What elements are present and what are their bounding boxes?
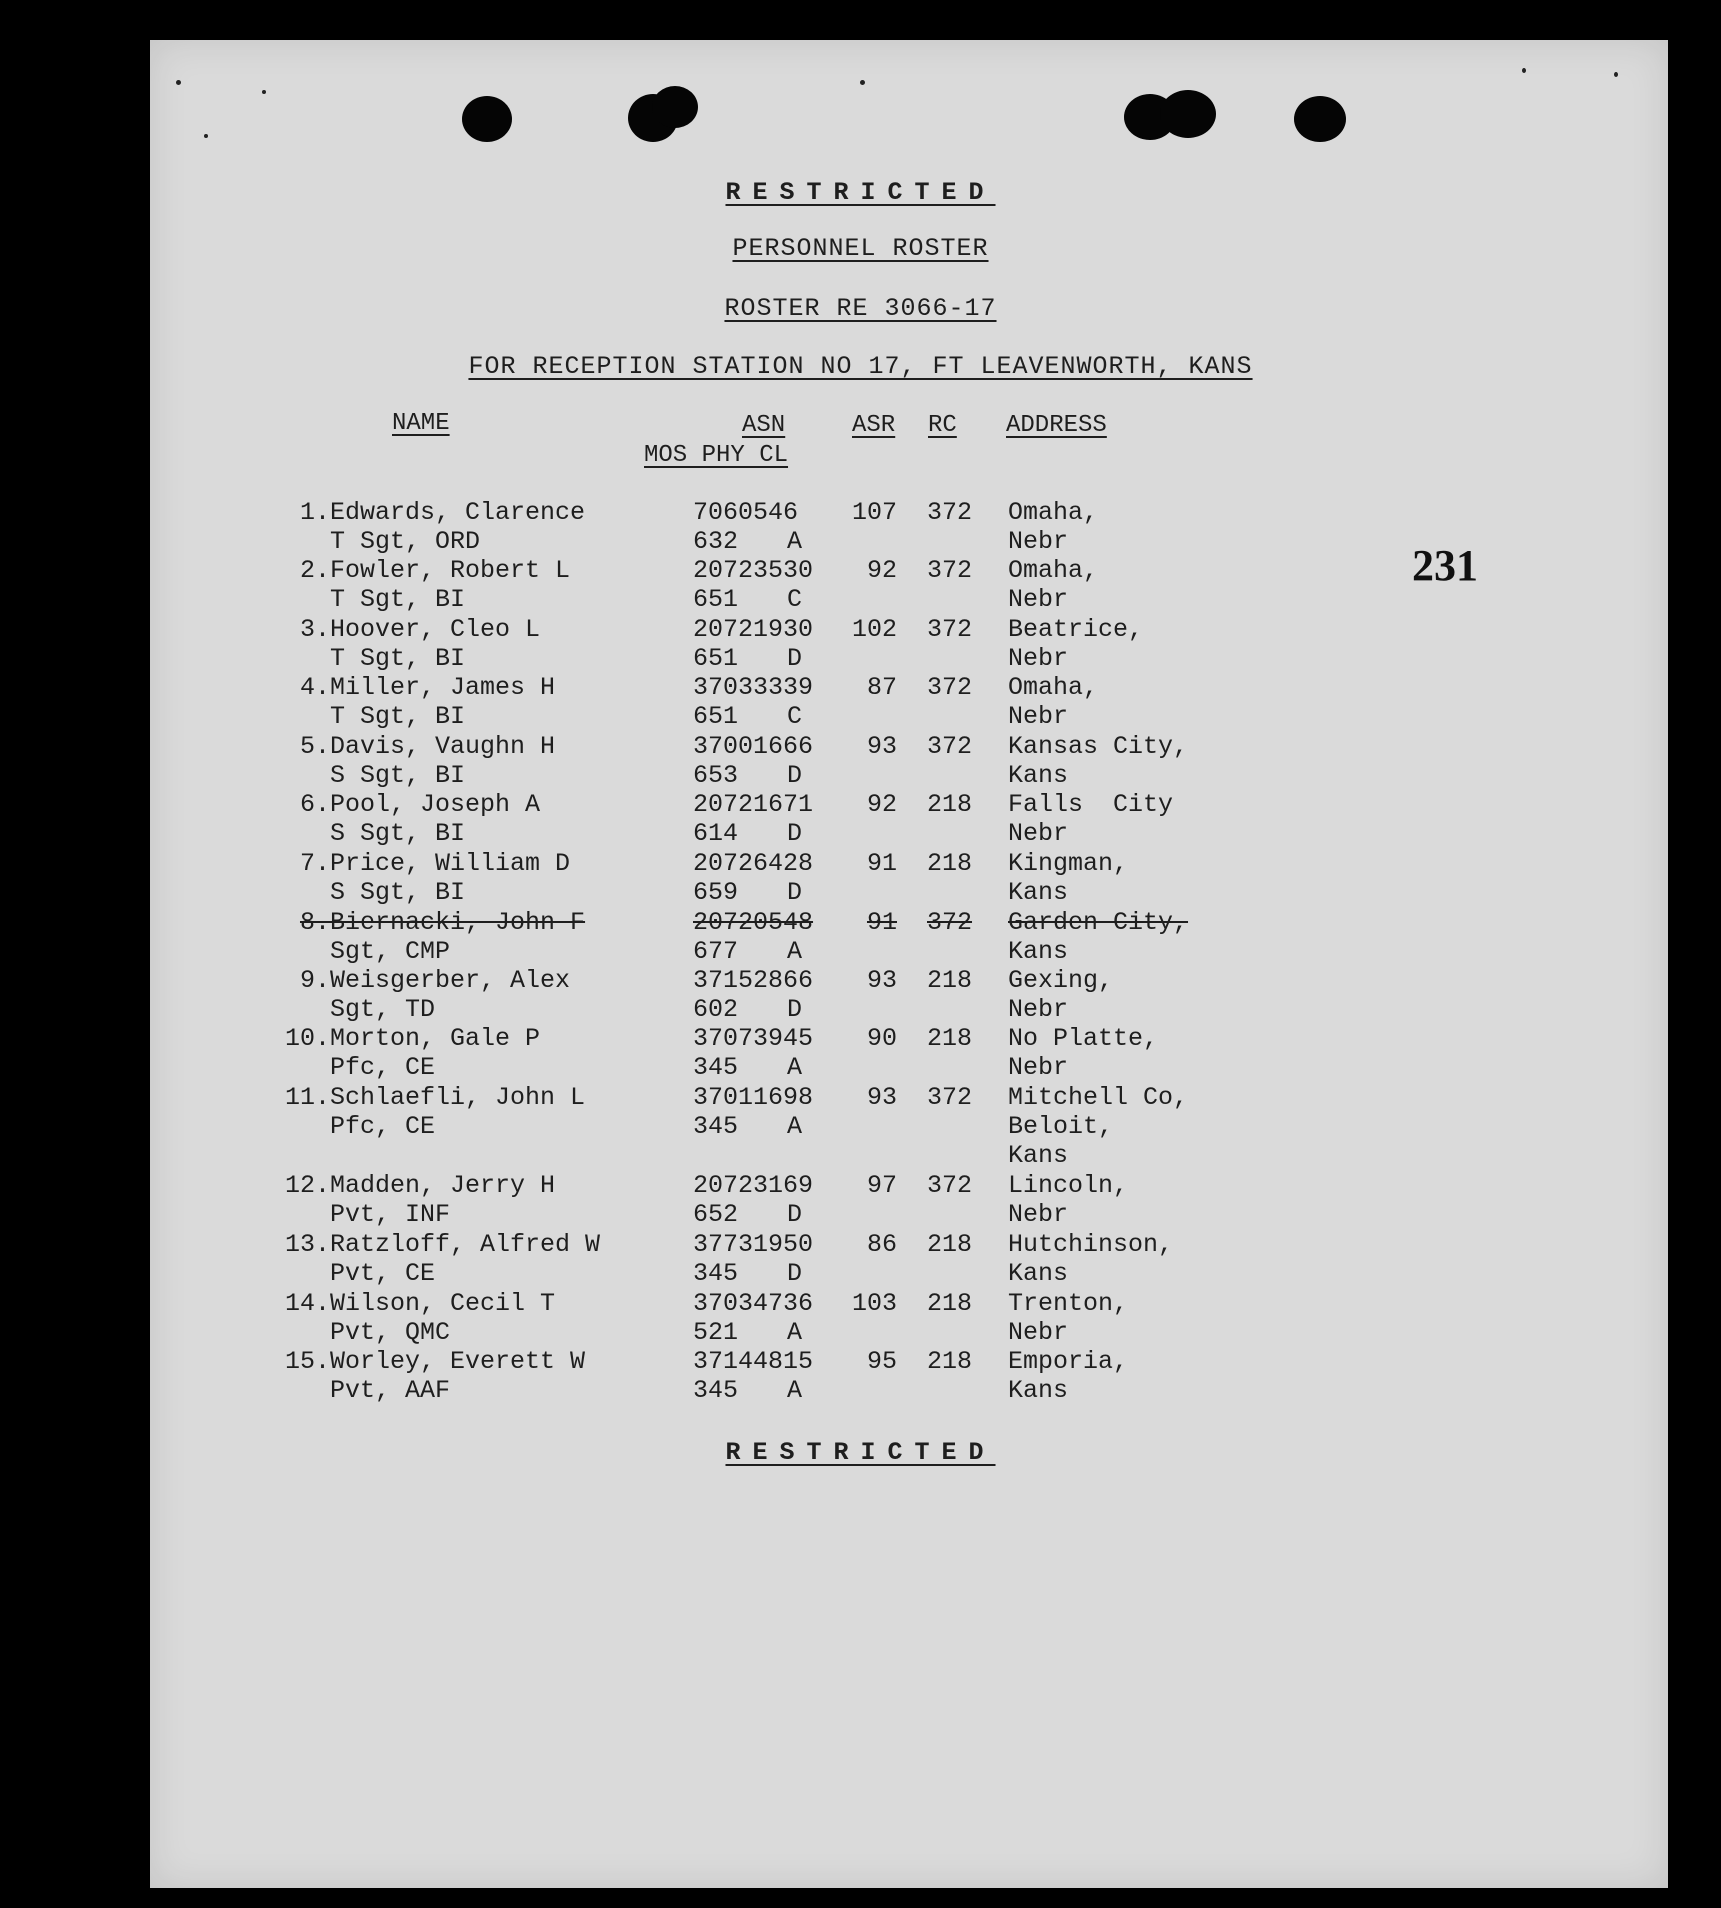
entry-number: 4. bbox=[299, 673, 330, 702]
entry-address-line1: Hutchinson, bbox=[1008, 1230, 1174, 1259]
entry-asn: 37033339 bbox=[693, 673, 814, 702]
entry-address-line2: Kans bbox=[1008, 878, 1069, 907]
entry-number: 13. bbox=[284, 1230, 330, 1259]
entry-number: 12. bbox=[284, 1171, 330, 1200]
entry-rc: 372 bbox=[927, 908, 973, 937]
entry-phy-class: D bbox=[787, 1200, 803, 1229]
entry-rank-branch: Pvt, QMC bbox=[330, 1318, 451, 1347]
entry-phy-class: D bbox=[787, 1259, 803, 1288]
entry-name: Worley, Everett W bbox=[330, 1347, 586, 1376]
entry-asr: 107 bbox=[851, 498, 897, 527]
entry-address-line1: Omaha, bbox=[1008, 673, 1099, 702]
column-header-name: NAME bbox=[392, 410, 450, 437]
entry-asr: 93 bbox=[866, 966, 897, 995]
column-header-asr: ASR bbox=[852, 412, 896, 439]
entry-rank-branch: Sgt, CMP bbox=[330, 937, 451, 966]
entry-mos: 632 bbox=[693, 527, 739, 556]
ink-speck bbox=[860, 80, 865, 85]
entry-asn: 37001666 bbox=[693, 732, 814, 761]
entry-address-line2: Nebr bbox=[1008, 995, 1069, 1024]
entry-asr: 97 bbox=[866, 1171, 897, 1200]
entry-asn: 20726428 bbox=[693, 849, 814, 878]
ink-speck bbox=[1614, 72, 1618, 77]
entry-rc: 218 bbox=[927, 1347, 973, 1376]
ink-speck bbox=[1522, 68, 1526, 73]
entry-rank-branch: Pfc, CE bbox=[330, 1112, 436, 1141]
entry-rc: 218 bbox=[927, 1230, 973, 1259]
entry-address-line1: Gexing, bbox=[1008, 966, 1114, 995]
entry-rc: 372 bbox=[927, 732, 973, 761]
entry-address-line1: No Platte, bbox=[1008, 1024, 1159, 1053]
entry-address-line2: Kans bbox=[1008, 1376, 1069, 1405]
entry-asr: 95 bbox=[866, 1347, 897, 1376]
entry-asn: 20721930 bbox=[693, 615, 814, 644]
entry-phy-class: D bbox=[787, 995, 803, 1024]
entry-name: Wilson, Cecil T bbox=[330, 1289, 556, 1318]
entry-asn: 37034736 bbox=[693, 1289, 814, 1318]
entry-asn: 37152866 bbox=[693, 966, 814, 995]
entry-rc: 218 bbox=[927, 1024, 973, 1053]
punch-hole bbox=[1160, 90, 1216, 138]
entry-rc: 218 bbox=[927, 966, 973, 995]
column-header-address: ADDRESS bbox=[1006, 412, 1107, 439]
entry-phy-class: A bbox=[787, 937, 803, 966]
entry-number: 15. bbox=[284, 1347, 330, 1376]
entry-name: Hoover, Cleo L bbox=[330, 615, 541, 644]
entry-rc: 218 bbox=[927, 790, 973, 819]
entry-mos: 652 bbox=[693, 1200, 739, 1229]
punch-hole bbox=[462, 96, 512, 142]
entry-number: 3. bbox=[299, 615, 330, 644]
entry-address-line2: Nebr bbox=[1008, 585, 1069, 614]
entry-number: 6. bbox=[299, 790, 330, 819]
entry-number: 9. bbox=[299, 966, 330, 995]
entry-phy-class: A bbox=[787, 1318, 803, 1347]
entry-mos: 651 bbox=[693, 644, 739, 673]
entry-mos: 602 bbox=[693, 995, 739, 1024]
entry-address-line2: Kans bbox=[1008, 1259, 1069, 1288]
entry-rc: 372 bbox=[927, 498, 973, 527]
column-header-mos-phy-cl: MOS PHY CL bbox=[644, 442, 789, 469]
entry-asn: 7060546 bbox=[693, 498, 799, 527]
entry-asr: 90 bbox=[866, 1024, 897, 1053]
entry-rank-branch: S Sgt, BI bbox=[330, 819, 466, 848]
ink-speck bbox=[262, 90, 266, 94]
entry-phy-class: C bbox=[787, 702, 803, 731]
entry-rc: 372 bbox=[927, 1171, 973, 1200]
entry-phy-class: C bbox=[787, 585, 803, 614]
entry-name: Fowler, Robert L bbox=[330, 556, 571, 585]
entry-address-line1: Trenton, bbox=[1008, 1289, 1129, 1318]
entry-number: 2. bbox=[299, 556, 330, 585]
entry-mos: 345 bbox=[693, 1112, 739, 1141]
ink-speck bbox=[176, 80, 181, 85]
entry-mos: 521 bbox=[693, 1318, 739, 1347]
entry-name: Price, William D bbox=[330, 849, 571, 878]
entry-asn: 37731950 bbox=[693, 1230, 814, 1259]
entry-rc: 372 bbox=[927, 615, 973, 644]
entry-mos: 653 bbox=[693, 761, 739, 790]
entry-name: Miller, James H bbox=[330, 673, 556, 702]
entry-phy-class: D bbox=[787, 761, 803, 790]
entry-name: Madden, Jerry H bbox=[330, 1171, 556, 1200]
entry-phy-class: D bbox=[787, 644, 803, 673]
entry-address-line1: Emporia, bbox=[1008, 1347, 1129, 1376]
entry-address-line2: Nebr bbox=[1008, 819, 1069, 848]
entry-phy-class: A bbox=[787, 527, 803, 556]
entry-rc: 218 bbox=[927, 849, 973, 878]
entry-asn: 20721671 bbox=[693, 790, 814, 819]
entry-rank-branch: Pfc, CE bbox=[330, 1053, 436, 1082]
entry-asn: 20723169 bbox=[693, 1171, 814, 1200]
entry-address-line1: Garden City, bbox=[1008, 908, 1189, 937]
entry-address-line2: Nebr bbox=[1008, 1200, 1069, 1229]
entry-number: 5. bbox=[299, 732, 330, 761]
entry-rank-branch: S Sgt, BI bbox=[330, 761, 466, 790]
entry-mos: 677 bbox=[693, 937, 739, 966]
entry-mos: 614 bbox=[693, 819, 739, 848]
page-number: 231 bbox=[1412, 541, 1478, 590]
entry-asn: 37144815 bbox=[693, 1347, 814, 1376]
entry-rc: 218 bbox=[927, 1289, 973, 1318]
entry-asr: 102 bbox=[851, 615, 897, 644]
column-header-rc: RC bbox=[928, 412, 957, 439]
entry-mos: 659 bbox=[693, 878, 739, 907]
entry-mos: 651 bbox=[693, 702, 739, 731]
entry-rc: 372 bbox=[927, 556, 973, 585]
ink-speck bbox=[204, 134, 208, 138]
entry-address-line2: Nebr bbox=[1008, 644, 1069, 673]
entry-address-line2: Kans bbox=[1008, 937, 1069, 966]
entry-number: 1. bbox=[299, 498, 330, 527]
entry-name: Biernacki, John F bbox=[330, 908, 586, 937]
entry-rank-branch: T Sgt, BI bbox=[330, 702, 466, 731]
entry-rank-branch: T Sgt, BI bbox=[330, 644, 466, 673]
entry-asr: 92 bbox=[866, 556, 897, 585]
entry-mos: 345 bbox=[693, 1259, 739, 1288]
entry-asr: 92 bbox=[866, 790, 897, 819]
entry-number: 11. bbox=[284, 1083, 330, 1112]
entry-name: Pool, Joseph A bbox=[330, 790, 541, 819]
classification-footer: RESTRICTED bbox=[725, 1438, 996, 1467]
entry-number: 14. bbox=[284, 1289, 330, 1318]
classification-header: RESTRICTED bbox=[725, 178, 996, 207]
entry-rank-branch: Pvt, AAF bbox=[330, 1376, 451, 1405]
entry-address-line2: Nebr bbox=[1008, 1053, 1069, 1082]
entry-phy-class: D bbox=[787, 878, 803, 907]
entry-number: 7. bbox=[299, 849, 330, 878]
entry-rank-branch: T Sgt, ORD bbox=[330, 527, 481, 556]
punch-hole bbox=[652, 86, 698, 128]
entry-name: Davis, Vaughn H bbox=[330, 732, 556, 761]
entry-address-line2: Nebr bbox=[1008, 702, 1069, 731]
entry-address-line1: Beatrice, bbox=[1008, 615, 1144, 644]
entry-asr: 91 bbox=[866, 908, 897, 937]
entry-asr: 93 bbox=[866, 732, 897, 761]
entry-asr: 87 bbox=[866, 673, 897, 702]
entry-address-line1: Lincoln, bbox=[1008, 1171, 1129, 1200]
entry-asr: 91 bbox=[866, 849, 897, 878]
entry-name: Edwards, Clarence bbox=[330, 498, 586, 527]
entry-mos: 345 bbox=[693, 1053, 739, 1082]
entry-address-line1: Falls City bbox=[1008, 790, 1174, 819]
entry-name: Morton, Gale P bbox=[330, 1024, 541, 1053]
entry-address-line3: Kans bbox=[1008, 1141, 1069, 1170]
entry-asn: 20720548 bbox=[693, 908, 814, 937]
entry-address-line1: Omaha, bbox=[1008, 556, 1099, 585]
entry-address-line2: Nebr bbox=[1008, 1318, 1069, 1347]
entry-phy-class: A bbox=[787, 1053, 803, 1082]
entry-asr: 93 bbox=[866, 1083, 897, 1112]
entry-address-line1: Omaha, bbox=[1008, 498, 1099, 527]
entry-rank-branch: Sgt, TD bbox=[330, 995, 436, 1024]
entry-asn: 20723530 bbox=[693, 556, 814, 585]
column-header-asn: ASN bbox=[742, 412, 786, 439]
entry-mos: 651 bbox=[693, 585, 739, 614]
entry-rc: 372 bbox=[927, 1083, 973, 1112]
entry-rank-branch: S Sgt, BI bbox=[330, 878, 466, 907]
entry-asn: 37073945 bbox=[693, 1024, 814, 1053]
entry-mos: 345 bbox=[693, 1376, 739, 1405]
roster-number: ROSTER RE 3066-17 bbox=[724, 294, 997, 323]
entry-number: 8. bbox=[299, 908, 330, 937]
entry-address-line2: Beloit, bbox=[1008, 1112, 1114, 1141]
entry-address-line1: Kansas City, bbox=[1008, 732, 1189, 761]
entry-phy-class: A bbox=[787, 1376, 803, 1405]
entry-name: Ratzloff, Alfred W bbox=[330, 1230, 601, 1259]
entry-address-line2: Kans bbox=[1008, 761, 1069, 790]
entry-phy-class: D bbox=[787, 819, 803, 848]
entry-asr: 86 bbox=[866, 1230, 897, 1259]
entry-name: Schlaefli, John L bbox=[330, 1083, 586, 1112]
entry-address-line1: Kingman, bbox=[1008, 849, 1129, 878]
entry-address-line1: Mitchell Co, bbox=[1008, 1083, 1189, 1112]
entry-rank-branch: Pvt, CE bbox=[330, 1259, 436, 1288]
entry-asr: 103 bbox=[851, 1289, 897, 1318]
entry-rank-branch: T Sgt, BI bbox=[330, 585, 466, 614]
entry-phy-class: A bbox=[787, 1112, 803, 1141]
entry-name: Weisgerber, Alex bbox=[330, 966, 571, 995]
station-line: FOR RECEPTION STATION NO 17, FT LEAVENWORTH, KANS bbox=[468, 352, 1253, 381]
document-title: PERSONNEL ROSTER bbox=[732, 234, 989, 263]
entry-rank-branch: Pvt, INF bbox=[330, 1200, 451, 1229]
entry-asn: 37011698 bbox=[693, 1083, 814, 1112]
entry-rc: 372 bbox=[927, 673, 973, 702]
punch-hole bbox=[1294, 96, 1346, 142]
entry-number: 10. bbox=[284, 1024, 330, 1053]
entry-address-line2: Nebr bbox=[1008, 527, 1069, 556]
